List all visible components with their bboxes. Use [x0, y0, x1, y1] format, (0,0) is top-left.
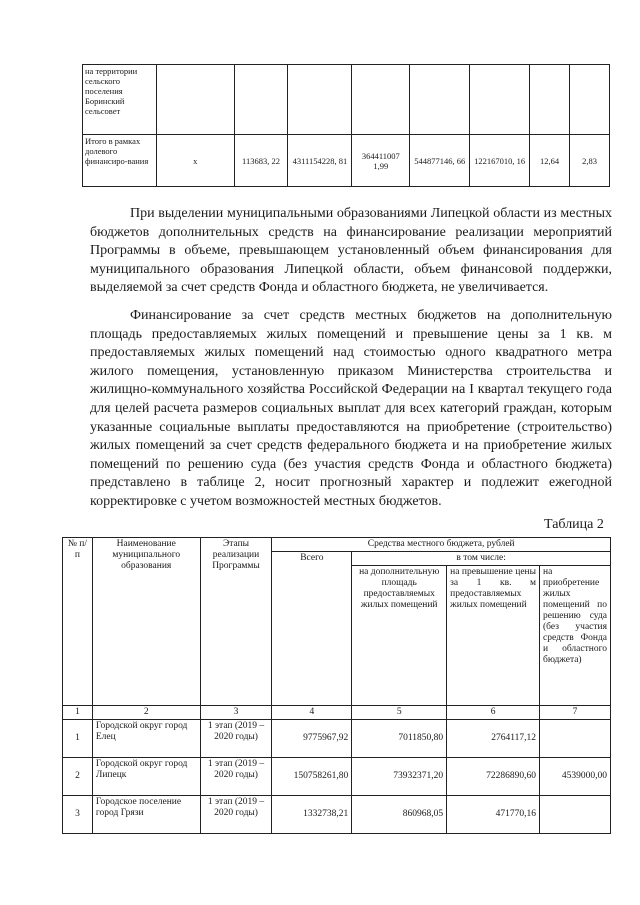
row-court [540, 720, 611, 758]
table-2 [62, 537, 611, 834]
row-stage: 1 этап (2019 – 2020 годы) [200, 758, 272, 796]
header-court: на приобретение жилых помещений по решению суда (без участия средств Фонда и областного бюджета) [540, 566, 611, 706]
row-num: 1 [63, 720, 93, 758]
header-funds: Средства местного бюджета, рублей [272, 538, 611, 552]
table-2-caption: Таблица 2 [544, 517, 604, 532]
table-row [63, 720, 611, 758]
col-number: 7 [540, 706, 611, 720]
header-total: Всего [272, 552, 352, 706]
table-row [63, 758, 611, 796]
row-num: 2 [63, 758, 93, 796]
header-stages: Этапы реализации Программы [200, 538, 272, 706]
row-stage: 1 этап (2019 – 2020 годы) [200, 796, 272, 834]
top-row2-c8: 12,64 [530, 135, 570, 187]
top-row2-c6: 544877146, 66 [410, 135, 470, 187]
col-number: 4 [272, 706, 352, 720]
row-price: 471770,16 [447, 796, 540, 834]
row-price: 2764117,12 [447, 720, 540, 758]
col-number: 5 [352, 706, 447, 720]
row-court [540, 796, 611, 834]
top-row2-c5: 364411007 1,99 [352, 135, 410, 187]
row-name: Городское поселение город Грязи [92, 796, 200, 834]
top-row1-name: на территории сельского поселения Боринский сельсовет [83, 65, 157, 135]
col-number: 3 [200, 706, 272, 720]
top-row2-c3: 113683, 22 [234, 135, 288, 187]
top-row2-c7: 122167010, 16 [470, 135, 530, 187]
row-name: Городской округ город Елец [92, 720, 200, 758]
row-area: 860968,05 [352, 796, 447, 834]
row-total: 150758261,80 [272, 758, 352, 796]
top-row2-c9: 2,83 [570, 135, 610, 187]
col-number: 1 [63, 706, 93, 720]
row-total: 9775967,92 [272, 720, 352, 758]
row-num: 3 [63, 796, 93, 834]
row-total: 1332738,21 [272, 796, 352, 834]
row-area: 7011850,80 [352, 720, 447, 758]
row-stage: 1 этап (2019 – 2020 годы) [200, 720, 272, 758]
col-number: 6 [447, 706, 540, 720]
top-row2-name: Итого в рамках долевого финансиро-вания [83, 135, 157, 187]
header-extra-area: на дополнительную площадь предоставляемых жилых помещений [352, 566, 447, 706]
header-name: Наименование муниципального образования [92, 538, 200, 706]
row-name: Городской округ город Липецк [92, 758, 200, 796]
col-number: 2 [92, 706, 200, 720]
row-court: 4539000,00 [540, 758, 611, 796]
row-area: 73932371,20 [352, 758, 447, 796]
paragraph-2: Финансирование за счет средств местных бюджетов на дополнительную площадь предоставляемых жилых помещений и превышение цены за 1 кв. м предоставляемых жилых помещений над стоимостью одного квадратного метра жилого помещения, установленную приказом Министерства строительства и жилищно-коммунального хозяйства Российской Федерации на I квартал текущего года для целей расчета размеров социальных выплат для всех категорий граждан, которым указанные социальные выплаты предоставляются на приобретение (строительство) жилых помещений за счет средств федерального бюджета и на приобретение жилых помещений по решению суда (без участия средств Фонда и областного бюджета) представлено в таблице 2, носит прогнозный характер и подлежит ежегодной корректировке с учетом возможностей местных бюджетов. [90, 308, 612, 509]
header-num: № п/п [63, 538, 93, 706]
previous-table-fragment [82, 64, 610, 187]
table-row [63, 796, 611, 834]
header-incl: в том числе: [352, 552, 611, 566]
row-price: 72286890,60 [447, 758, 540, 796]
top-row2-c4: 4311154228, 81 [288, 135, 352, 187]
top-row2-stage: х [156, 135, 234, 187]
header-price-excess: на превышение цены за 1 кв. м предоставляемых жилых помещений [447, 566, 540, 706]
paragraph-1: При выделении муниципальными образованиями Липецкой области из местных бюджетов дополнительных средств на финансирование реализации мероприятий Программы в объеме, превышающем установленный объем финансирования для муниципального образования Липецкой области, объем финансовой поддержки, выделяемой за счет средств Фонда и областного бюджета, не увеличивается. [90, 206, 612, 296]
